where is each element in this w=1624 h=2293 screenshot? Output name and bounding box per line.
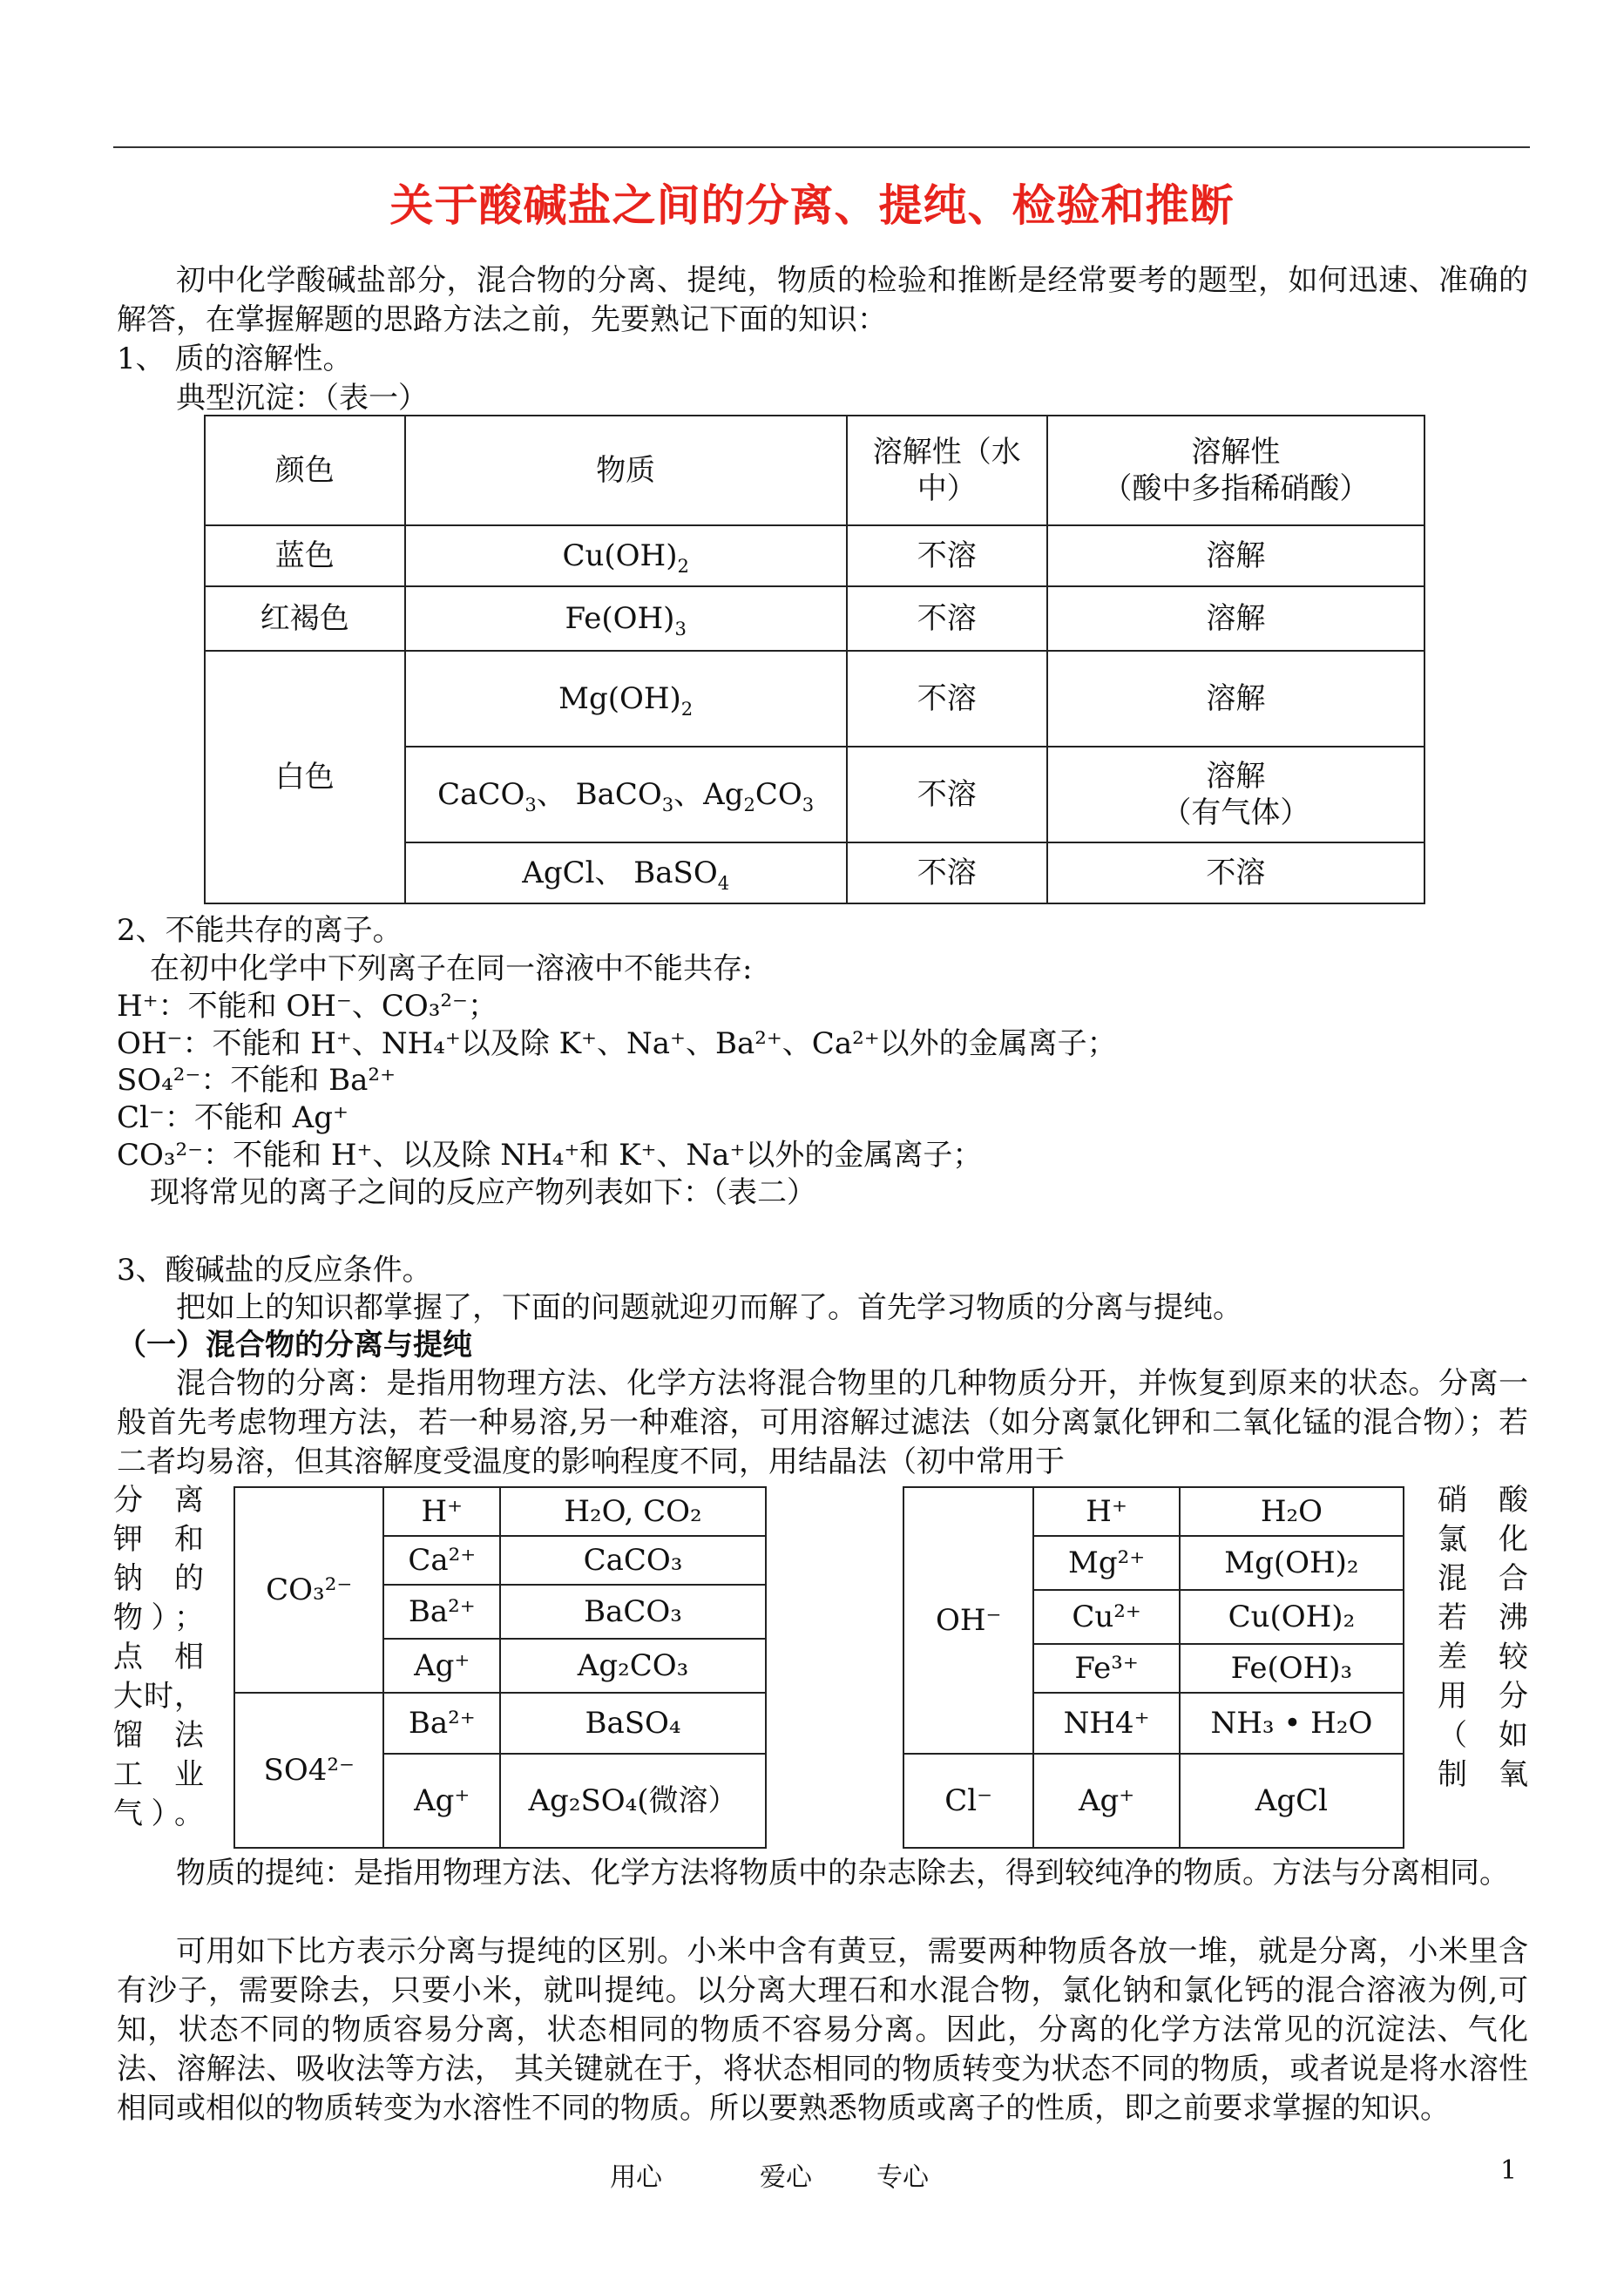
cation-cell: NH4⁺ [1033, 1693, 1179, 1754]
table1-cell: AgCl、 BaSO$_4$ [405, 842, 847, 903]
subsection-heading: （一）混合物的分离与提纯 [117, 1328, 472, 1363]
footer-item: 爱心 [760, 2162, 812, 2193]
section-3-text: 把如上的知识都掌握了，下面的问题就迎刃而解了。首先学习物质的分离与提纯。 [176, 1290, 1242, 1325]
anion-cell: OH⁻ [903, 1487, 1033, 1754]
ion-line: SO₄²⁻：不能和 Ba²⁺ [117, 1063, 396, 1098]
table1-cell: 不溶 [847, 842, 1047, 903]
intro-paragraph: 初中化学酸碱盐部分，混合物的分离、提纯，物质的检验和推断是经常要考的题型，如何迅速、准确的解答，在掌握解题的思路方法之前，先要熟记下面的知识： [117, 263, 1528, 337]
table1-cell: 不溶 [847, 586, 1047, 651]
table1-caption: 典型沉淀：（表一） [176, 381, 428, 416]
anion-cell: Cl⁻ [903, 1754, 1033, 1848]
table1-header-water: 溶解性（水中） [847, 416, 1047, 525]
table1-cell: 蓝色 [205, 525, 405, 586]
section-2-heading: 2、不能共存的离子。 [117, 913, 403, 948]
table-2-left [233, 1486, 767, 1849]
table1-cell: $Cu(OH)_2$ [405, 525, 847, 586]
anion-cell: SO4²⁻ [234, 1693, 383, 1848]
table-row [205, 525, 1424, 586]
section-3-heading: 3、酸碱盐的反应条件。 [117, 1253, 432, 1288]
header-rule [113, 146, 1530, 148]
table1-header-color: 颜色 [205, 416, 405, 525]
cation-cell: Cu²⁺ [1033, 1590, 1179, 1644]
table1-cell: 溶解 [1047, 525, 1424, 586]
table1-cell: 溶解 [1047, 651, 1424, 747]
table1-cell: 不溶 [847, 525, 1047, 586]
table1-cell: CaCO$_3$、 BaCO$_3$、$Ag_2CO_3$ [405, 747, 847, 842]
table1-cell: 白色 [205, 651, 405, 903]
table-row [205, 651, 1424, 747]
product-cell: Cu(OH)₂ [1180, 1590, 1404, 1644]
left-wrap-text: 分 离 钾 和 钠 的 物）； 点 相 大时， 馏 法 工 业 气）。 [113, 1483, 204, 1831]
table2-intro: 现将常见的离子之间的反应产物列表如下：（表二） [150, 1175, 816, 1210]
analogy-paragraph: 可用如下比方表示分离与提纯的区别。小米中含有黄豆，需要两种物质各放一堆，就是分离，小米里含有沙子，需要除去，只要小米，就叫提纯。以分离大理石和水混合物，氯化钠和氯化钙的混合溶液为例,可知，状态不同的物质容易分离，状态相同的物质不容易分离。因此，分离的化学方法常见的沉淀法、气化法、溶解法、吸收法等方法， 其关键就在于，将状态相同的物质转变为状态不同的物质，或者说是将水溶性相同或相似的物质转变为水溶性不同的物质。所以要熟悉物质或离子的性质，即之前要求掌握的知识。 [117, 1934, 1528, 2126]
table1-header-acid: 溶解性 （酸中多指稀硝酸） [1047, 416, 1424, 525]
product-cell: AgCl [1180, 1754, 1404, 1848]
cation-cell: Ba²⁺ [383, 1693, 500, 1754]
table1-cell: 不溶 [847, 747, 1047, 842]
table-row [205, 586, 1424, 651]
table-row [903, 1487, 1404, 1536]
table1-cell: 溶解 [1047, 586, 1424, 651]
ion-line: H⁺：不能和 OH⁻、CO₃²⁻； [117, 989, 497, 1024]
table-row [903, 1754, 1404, 1848]
cation-cell: Ag⁺ [383, 1639, 500, 1693]
page-title: 关于酸碱盐之间的分离、提纯、检验和推断 [389, 179, 1235, 231]
product-cell: Mg(OH)₂ [1180, 1536, 1404, 1590]
cation-cell: Ag⁺ [383, 1754, 500, 1848]
table-row [234, 1487, 766, 1536]
purification-paragraph: 物质的提纯：是指用物理方法、化学方法将物质中的杂志除去，得到较纯净的物质。方法与分离相同。 [176, 1856, 1509, 1891]
table1-cell: 不溶 [1047, 842, 1424, 903]
product-cell: CaCO₃ [500, 1536, 766, 1585]
ion-line: CO₃²⁻：不能和 H⁺、以及除 NH₄⁺和 K⁺、Na⁺以外的金属离子； [117, 1138, 983, 1173]
cation-cell: Fe³⁺ [1033, 1644, 1179, 1693]
cation-cell: Mg²⁺ [1033, 1536, 1179, 1590]
section-1-heading: 1、 质的溶解性。 [117, 342, 353, 376]
cation-cell: Ag⁺ [1033, 1754, 1179, 1848]
product-cell: BaSO₄ [500, 1693, 766, 1754]
cation-cell: H⁺ [1033, 1487, 1179, 1536]
cation-cell: Ba²⁺ [383, 1585, 500, 1639]
product-cell: NH₃ • H₂O [1180, 1693, 1404, 1754]
table1-cell: $Fe(OH)_3$ [405, 586, 847, 651]
product-cell: Ag₂SO₄(微溶） [500, 1754, 766, 1848]
table1-cell: $Mg(OH)_2$ [405, 651, 847, 747]
separation-paragraph: 混合物的分离：是指用物理方法、化学方法将混合物里的几种物质分开，并恢复到原来的状态。分离一般首先考虑物理方法，若一种易溶,另一种难溶，可用溶解过滤法（如分离氯化钾和二氧化锰的混合物）；若二者均易溶，但其溶解度受温度的影响程度不同，用结晶法（初中常用于 [117, 1366, 1528, 1479]
product-cell: H₂O, CO₂ [500, 1487, 766, 1536]
footer-item: 专心 [876, 2162, 929, 2193]
cation-cell: H⁺ [383, 1487, 500, 1536]
product-cell: H₂O [1180, 1487, 1404, 1536]
table-2-right [903, 1486, 1404, 1849]
table1-header-substance: 物质 [405, 416, 847, 525]
section-2-intro: 在初中化学中下列离子在同一溶液中不能共存: [150, 951, 753, 986]
ion-line: OH⁻：不能和 H⁺、NH₄⁺以及除 K⁺、Na⁺、Ba²⁺、Ca²⁺以外的金属离子； [117, 1026, 1117, 1061]
right-wrap-text: 硝 酸 氯 化 混 合 若 沸 差 较 用 分 （ 如 制 氧 [1438, 1483, 1528, 1792]
page-number: 1 [1500, 2155, 1518, 2186]
product-cell: Fe(OH)₃ [1180, 1644, 1404, 1693]
table1-cell: 不溶 [847, 651, 1047, 747]
table-row [234, 1693, 766, 1754]
product-cell: Ag₂CO₃ [500, 1639, 766, 1693]
product-cell: BaCO₃ [500, 1585, 766, 1639]
table-1 [204, 415, 1425, 904]
ion-line: Cl⁻：不能和 Ag⁺ [117, 1100, 348, 1135]
cation-cell: Ca²⁺ [383, 1536, 500, 1585]
table1-cell: 溶解 （有气体） [1047, 747, 1424, 842]
table1-cell: 红褐色 [205, 586, 405, 651]
anion-cell: CO₃²⁻ [234, 1487, 383, 1693]
footer-item: 用心 [610, 2162, 662, 2193]
